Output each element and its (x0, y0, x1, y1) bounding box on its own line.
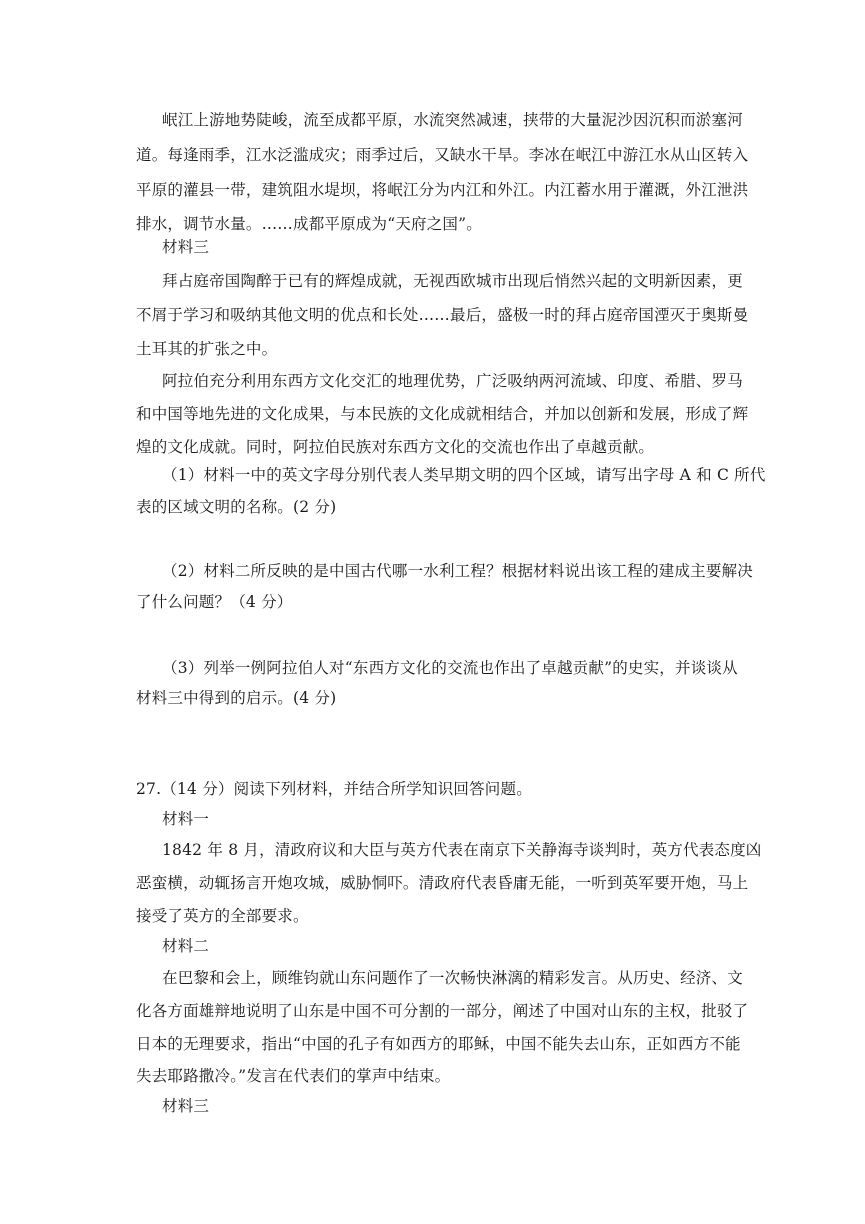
text-line: 接受了英方的全部要求。 (136, 907, 309, 925)
question-line: 了什么问题？（4 分） (136, 593, 293, 611)
section-label: 材料一 (162, 810, 210, 828)
text-line: 道。每逢雨季，江水泛滥成灾；雨季过后，又缺水干旱。李冰在岷江中游江水从山区转入 (136, 146, 749, 164)
section-label: 材料三 (162, 238, 210, 256)
question-line: （2）材料二所反映的是中国古代哪一水利工程？根据材料说出该工程的建成主要解决 (162, 562, 753, 580)
text-line: 排水，调节水量。……成都平原成为“天府之国”。 (136, 215, 482, 233)
text-line: 煌的文化成就。同时，阿拉伯民族对东西方文化的交流也作出了卓越贡献。 (136, 438, 655, 456)
text-line: 和中国等地先进的文化成果，与本民族的文化成就相结合，并加以创新和发展，形成了辉 (136, 405, 749, 423)
question-line: 表的区域文明的名称。(2 分) (136, 498, 337, 516)
text-line: 化各方面雄辩地说明了山东是中国不可分割的一部分，阐述了中国对山东的主权，批驳了 (136, 1002, 749, 1020)
question-heading: 27.（14 分）阅读下列材料，并结合所学知识回答问题。 (136, 780, 532, 798)
question-line: 材料三中得到的启示。(4 分) (136, 689, 337, 707)
text-line: 失去耶路撒冷。”发言在代表们的掌声中结束。 (136, 1067, 451, 1085)
text-line: 恶蛮横，动辄扬言开炮攻城，威胁恫吓。清政府代表昏庸无能，一听到英军要开炮，马上 (136, 874, 749, 892)
text-line: 在巴黎和会上，顾维钧就山东问题作了一次畅快淋漓的精彩发言。从历史、经济、文 (162, 969, 743, 987)
text-line: 拜占庭帝国陶醉于已有的辉煌成就，无视西欧城市出现后悄然兴起的文明新因素，更 (162, 272, 743, 290)
section-label: 材料二 (162, 937, 210, 955)
text-line: 不屑于学习和吸纳其他文明的优点和长处……最后，盛极一时的拜占庭帝国湮灭于奥斯曼 (136, 306, 749, 324)
text-line: 日本的无理要求，指出“中国的孔子有如西方的耶稣，中国不能失去山东，正如西方不能 (136, 1035, 741, 1053)
text-line: 平原的灌县一带，建筑阻水堤坝，将岷江分为内江和外江。内江蓄水用于灌溉，外江泄洪 (136, 181, 749, 199)
text-line: 1842 年 8 月，清政府议和大臣与英方代表在南京下关静海寺谈判时，英方代表态度凶 (162, 841, 762, 859)
question-line: （1）材料一中的英文字母分别代表人类早期文明的四个区域，请写出字母 A 和 C 所代 (162, 466, 766, 484)
text-line: 岷江上游地势陡峻，流至成都平原，水流突然减速，挟带的大量泥沙因沉积而淤塞河 (162, 111, 743, 129)
question-line: （3）列举一例阿拉伯人对“东西方文化的交流也作出了卓越贡献”的史实，并谈谈从 (162, 659, 738, 677)
section-label: 材料三 (162, 1097, 210, 1115)
text-line: 阿拉伯充分利用东西方文化交汇的地理优势，广泛吸纳两河流域、印度、希腊、罗马 (162, 372, 743, 390)
text-line: 土耳其的扩张之中。 (136, 340, 278, 358)
